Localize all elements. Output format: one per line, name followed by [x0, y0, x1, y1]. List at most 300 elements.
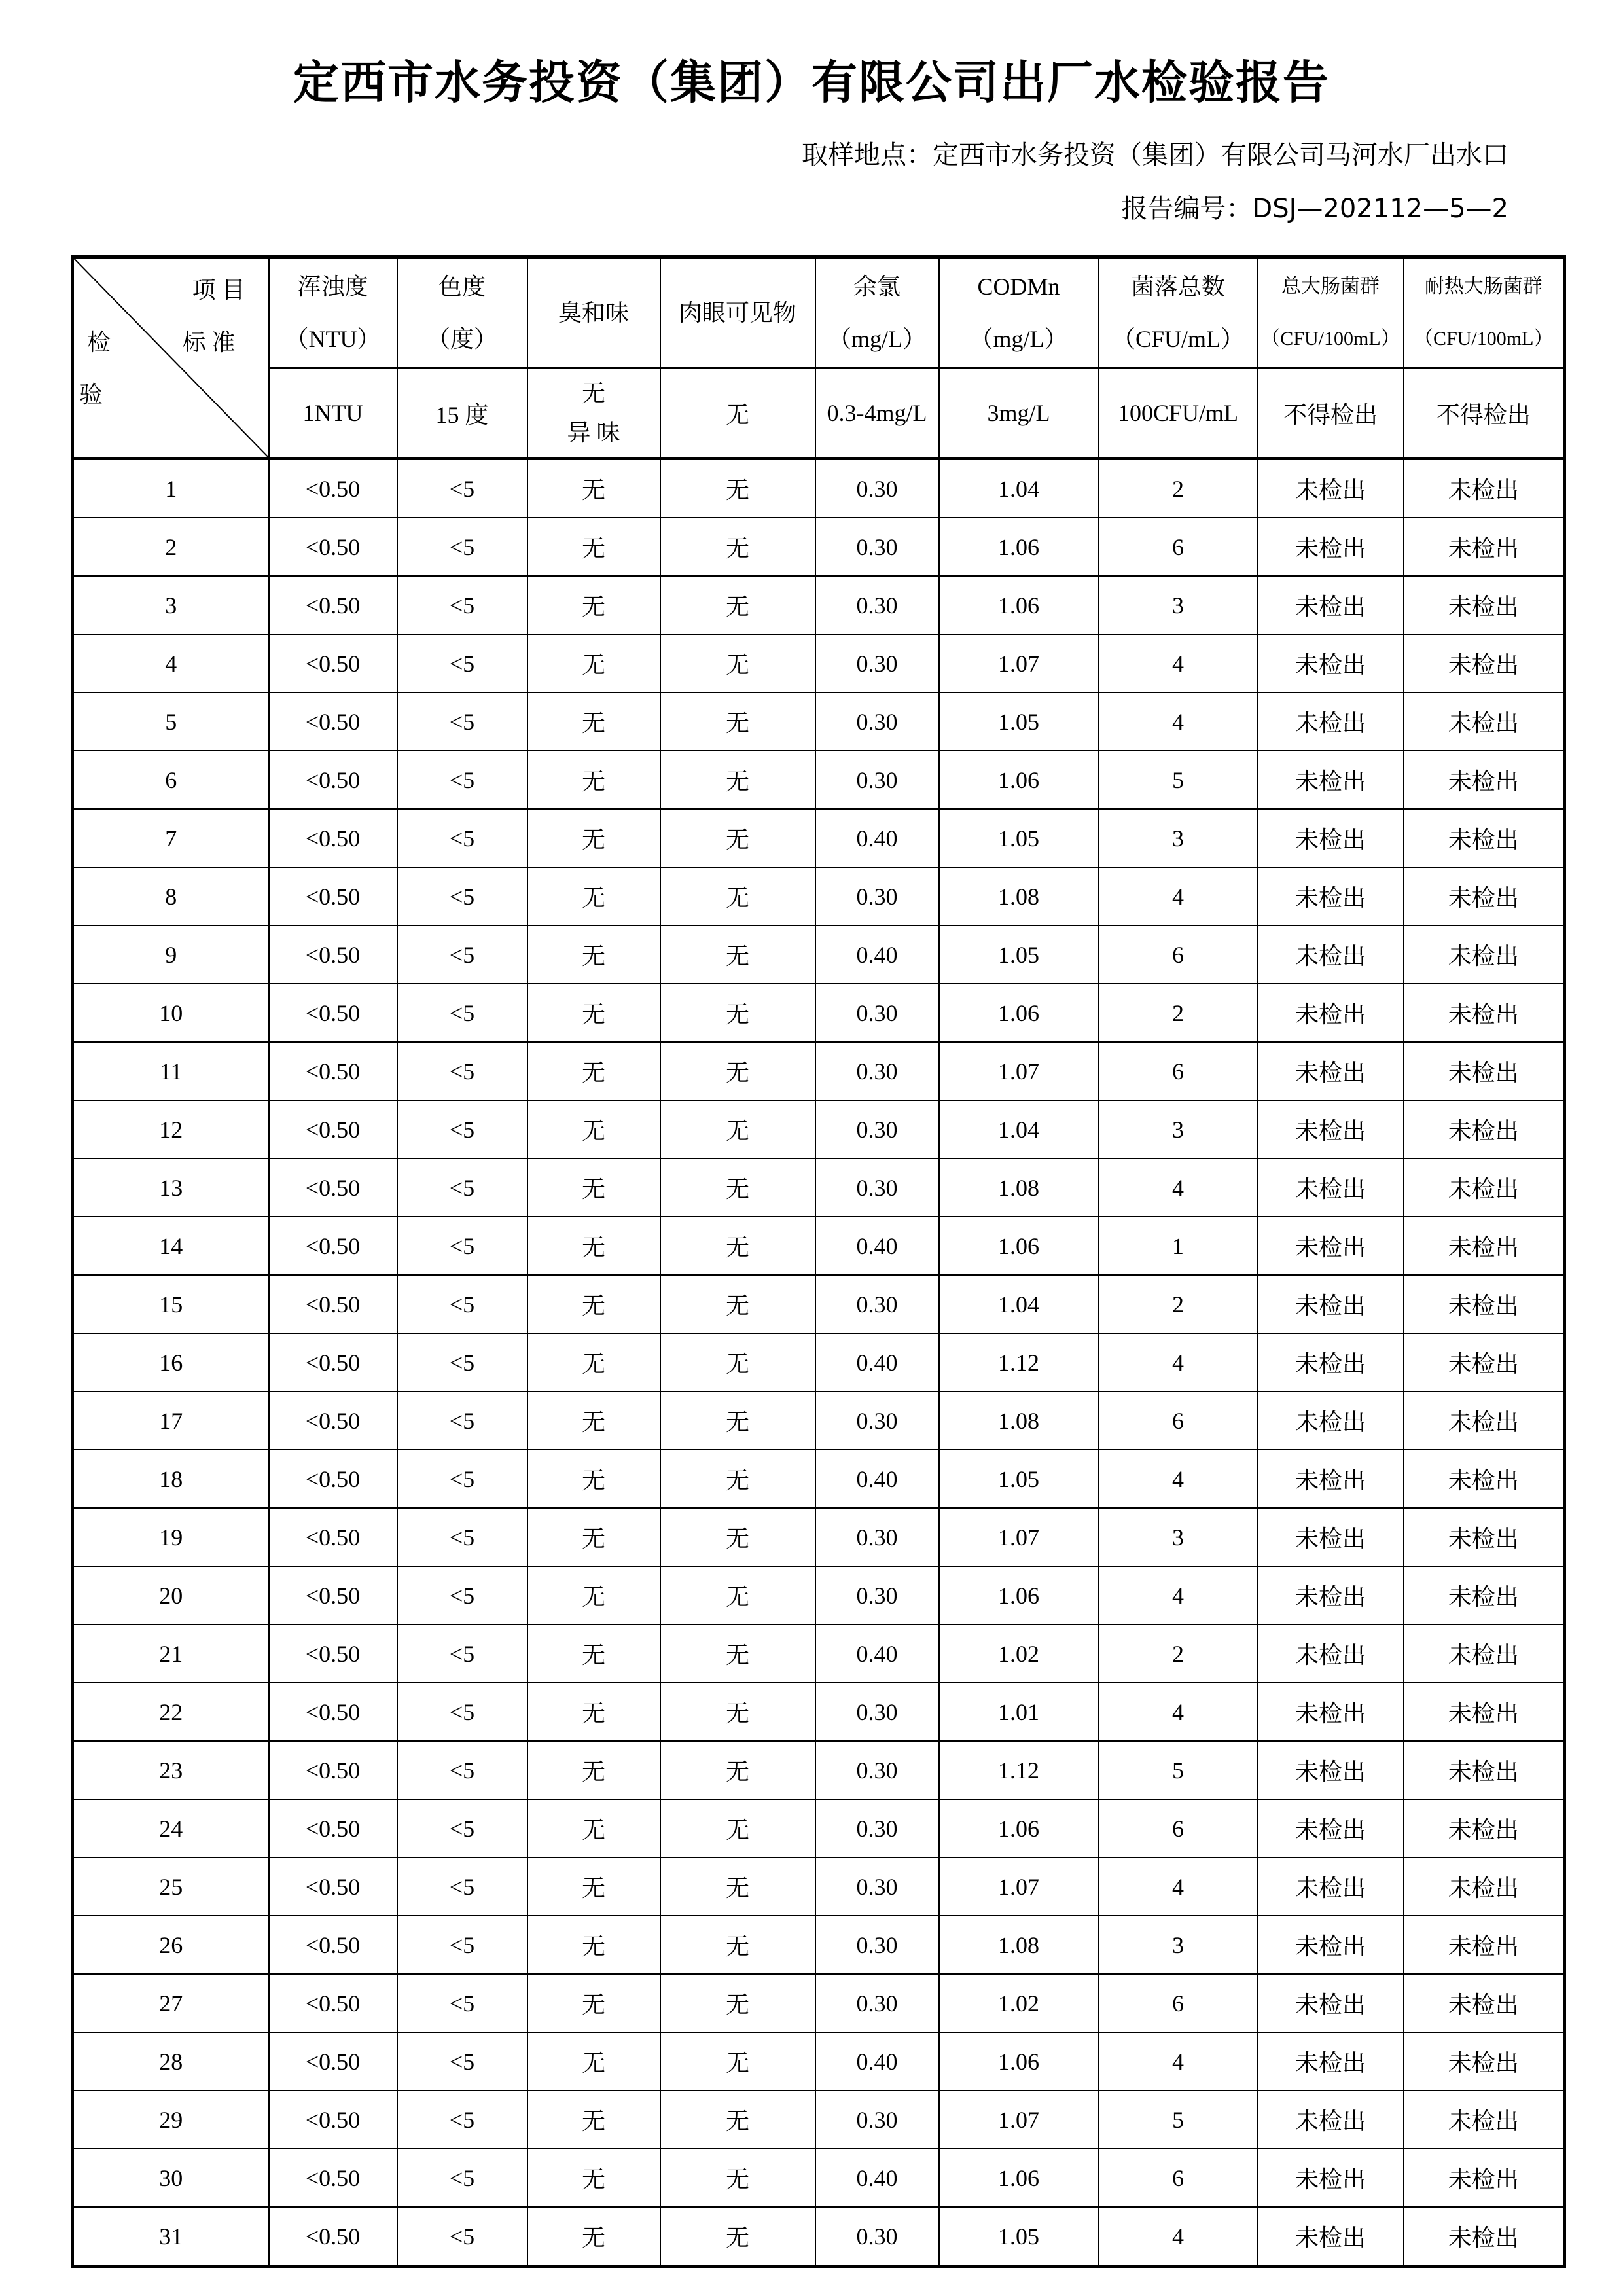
table-cell: 未检出 [1404, 1158, 1565, 1217]
table-cell: 无 [660, 2032, 815, 2090]
table-cell: 5 [1099, 751, 1258, 809]
standard-value: 不得检出 [1283, 401, 1378, 428]
table-cell: 无 [660, 1741, 815, 1799]
table-cell: 4 [1099, 1566, 1258, 1624]
column-unit: （CFU/mL） [1111, 325, 1245, 352]
table-cell: <5 [397, 751, 527, 809]
table-cell: <0.50 [269, 1508, 397, 1566]
table-cell: 无 [527, 1391, 660, 1450]
column-standard [1258, 368, 1404, 459]
table-cell: 0.40 [815, 1624, 939, 1683]
table-cell: 未检出 [1258, 1624, 1404, 1683]
table-cell: <5 [397, 1450, 527, 1508]
sample-number-cell: 27 [73, 1974, 269, 2032]
table-row [73, 1100, 1565, 1158]
sampling-location: 取样地点：定西市水务投资（集团）有限公司马河水厂出水口 [802, 140, 1508, 170]
table-cell: 无 [660, 1100, 815, 1158]
table-cell: 未检出 [1258, 1799, 1404, 1857]
table-cell: <0.50 [269, 576, 397, 634]
sample-number-cell: 28 [73, 2032, 269, 2090]
table-cell: 未检出 [1258, 1100, 1404, 1158]
table-cell: 0.30 [815, 1508, 939, 1566]
table-cell: 0.40 [815, 925, 939, 984]
column-unit: （NTU） [285, 325, 381, 352]
table-cell: 无 [527, 809, 660, 867]
table-cell: 无 [660, 1450, 815, 1508]
table-cell: 无 [660, 1624, 815, 1683]
table-cell: 3 [1099, 1508, 1258, 1566]
column-header [939, 257, 1099, 368]
table-cell: <5 [397, 1741, 527, 1799]
table-cell: 0.30 [815, 1275, 939, 1333]
standard-value: 100CFU/mL [1117, 400, 1239, 426]
table-cell: 未检出 [1258, 634, 1404, 692]
table-cell: 未检出 [1258, 1566, 1404, 1624]
table-cell: 未检出 [1258, 1508, 1404, 1566]
table-cell: 无 [660, 1566, 815, 1624]
table-cell: <0.50 [269, 1450, 397, 1508]
sample-number-cell: 4 [73, 634, 269, 692]
table-cell: 无 [660, 576, 815, 634]
table-cell: <0.50 [269, 1741, 397, 1799]
sample-number-cell: 21 [73, 1624, 269, 1683]
table-cell: 无 [527, 2149, 660, 2207]
table-cell: 未检出 [1404, 1624, 1565, 1683]
table-cell: <0.50 [269, 984, 397, 1042]
table-cell: <5 [397, 1275, 527, 1333]
table-cell: 0.30 [815, 692, 939, 751]
table-cell: 未检出 [1404, 692, 1565, 751]
table-cell: 1.05 [939, 809, 1099, 867]
table-cell: 未检出 [1404, 1683, 1565, 1741]
table-cell: 1.05 [939, 1450, 1099, 1508]
table-cell: 0.40 [815, 1450, 939, 1508]
table-cell: 未检出 [1404, 2090, 1565, 2149]
table-cell: 无 [527, 2207, 660, 2267]
table-cell: 无 [660, 1391, 815, 1450]
corner-standard-label: 标 准 [182, 329, 236, 355]
table-cell: 1.06 [939, 576, 1099, 634]
report-number: 报告编号：DSJ—202112—5—2 [1121, 194, 1508, 224]
table-cell: 3 [1099, 809, 1258, 867]
table-cell: 无 [527, 1333, 660, 1391]
sample-number-cell: 24 [73, 1799, 269, 1857]
table-cell: 1.07 [939, 634, 1099, 692]
column-name: 余氯 [853, 273, 901, 300]
table-row [73, 1857, 1565, 1916]
table-cell: 0.30 [815, 459, 939, 518]
table-cell: 1.05 [939, 692, 1099, 751]
sample-number-cell: 30 [73, 2149, 269, 2207]
column-header [397, 257, 527, 368]
table-cell: <5 [397, 459, 527, 518]
table-cell: 无 [527, 1158, 660, 1217]
table-cell: 1.01 [939, 1683, 1099, 1741]
table-row [73, 1333, 1565, 1391]
table-cell: 未检出 [1258, 1333, 1404, 1391]
table-row [73, 1042, 1565, 1100]
table-row [73, 1974, 1565, 2032]
table-cell: 1.02 [939, 1974, 1099, 2032]
table-cell: 无 [660, 1799, 815, 1857]
table-row [73, 518, 1565, 576]
table-cell: 1.05 [939, 2207, 1099, 2267]
table-cell: 4 [1099, 1450, 1258, 1508]
table-cell: 0.30 [815, 1683, 939, 1741]
table-cell: 2 [1099, 459, 1258, 518]
corner-item-label: 项 目 [192, 277, 245, 303]
table-cell: 0.40 [815, 2032, 939, 2090]
table-cell: 无 [527, 1217, 660, 1275]
sample-number-cell: 12 [73, 1100, 269, 1158]
table-cell: 未检出 [1258, 984, 1404, 1042]
sample-number-cell: 18 [73, 1450, 269, 1508]
table-cell: 0.30 [815, 1799, 939, 1857]
table-cell: 1.07 [939, 1857, 1099, 1916]
table-cell: 1.07 [939, 2090, 1099, 2149]
table-cell: 未检出 [1404, 1508, 1565, 1566]
table-cell: 未检出 [1404, 1100, 1565, 1158]
sample-number-cell: 3 [73, 576, 269, 634]
header-row-standards [73, 368, 1565, 459]
table-row [73, 634, 1565, 692]
table-cell: <5 [397, 1391, 527, 1450]
table-cell: 未检出 [1404, 1916, 1565, 1974]
table-cell: 未检出 [1404, 1450, 1565, 1508]
table-cell: 未检出 [1404, 1333, 1565, 1391]
table-cell: <5 [397, 1508, 527, 1566]
table-cell: <0.50 [269, 1333, 397, 1391]
table-cell: 未检出 [1258, 518, 1404, 576]
table-cell: <0.50 [269, 751, 397, 809]
sample-number-cell: 7 [73, 809, 269, 867]
table-row [73, 459, 1565, 518]
column-standard [660, 368, 815, 459]
sample-number-cell: 20 [73, 1566, 269, 1624]
table-cell: 3 [1099, 576, 1258, 634]
table-cell: <5 [397, 518, 527, 576]
table-cell: 0.30 [815, 984, 939, 1042]
table-cell: 0.30 [815, 1042, 939, 1100]
table-cell: 未检出 [1404, 1799, 1565, 1857]
table-cell: 6 [1099, 1042, 1258, 1100]
column-standard [269, 368, 397, 459]
table-cell: <5 [397, 1799, 527, 1857]
table-cell: 1.06 [939, 2032, 1099, 2090]
column-header [527, 257, 660, 368]
sample-number-cell: 17 [73, 1391, 269, 1450]
table-cell: <0.50 [269, 809, 397, 867]
column-name: 浑浊度 [297, 273, 368, 300]
table-cell: <0.50 [269, 2207, 397, 2267]
sample-number-cell: 2 [73, 518, 269, 576]
column-name: CODMn [977, 273, 1060, 300]
table-cell: <0.50 [269, 1916, 397, 1974]
table-cell: 6 [1099, 925, 1258, 984]
table-cell: 未检出 [1258, 2090, 1404, 2149]
table-cell: 无 [660, 2207, 815, 2267]
table-row [73, 984, 1565, 1042]
table-cell: 无 [660, 984, 815, 1042]
table-cell: 1.04 [939, 1100, 1099, 1158]
table-cell: 0.30 [815, 1741, 939, 1799]
sample-number-cell: 5 [73, 692, 269, 751]
sample-number-cell: 26 [73, 1916, 269, 1974]
table-cell: 1.07 [939, 1042, 1099, 1100]
table-cell: 3 [1099, 1916, 1258, 1974]
table-cell: 无 [527, 925, 660, 984]
table-cell: 无 [660, 459, 815, 518]
table-cell: <0.50 [269, 1217, 397, 1275]
table-cell: 无 [660, 1974, 815, 2032]
column-header [660, 257, 815, 368]
table-cell: 0.30 [815, 867, 939, 925]
table-cell: 无 [660, 1916, 815, 1974]
table-cell: 无 [527, 1916, 660, 1974]
table-cell: <5 [397, 1217, 527, 1275]
table-cell: 未检出 [1258, 809, 1404, 867]
table-cell: 1.06 [939, 984, 1099, 1042]
table-cell: 无 [660, 925, 815, 984]
sample-number-cell: 13 [73, 1158, 269, 1217]
table-cell: 1.06 [939, 1566, 1099, 1624]
table-cell: 未检出 [1258, 1391, 1404, 1450]
table-cell: 无 [527, 1450, 660, 1508]
column-name: 总大肠菌群 [1281, 275, 1380, 297]
table-cell: 未检出 [1404, 1042, 1565, 1100]
table-cell: 未检出 [1404, 518, 1565, 576]
table-cell: 6 [1099, 1391, 1258, 1450]
table-cell: 无 [660, 867, 815, 925]
sample-number-cell: 16 [73, 1333, 269, 1391]
table-cell: 1.08 [939, 867, 1099, 925]
table-cell: 2 [1099, 1624, 1258, 1683]
table-cell: 未检出 [1404, 751, 1565, 809]
column-header [269, 257, 397, 368]
table-row [73, 692, 1565, 751]
table-cell: <0.50 [269, 692, 397, 751]
table-cell: 未检出 [1404, 867, 1565, 925]
table-cell: <5 [397, 1624, 527, 1683]
table-cell: 1.06 [939, 1799, 1099, 1857]
table-cell: 1.08 [939, 1158, 1099, 1217]
table-cell: 3 [1099, 1100, 1258, 1158]
table-cell: 0.40 [815, 2149, 939, 2207]
table-cell: 未检出 [1258, 1275, 1404, 1333]
table-cell: 未检出 [1404, 1275, 1565, 1333]
table-cell: 1.07 [939, 1508, 1099, 1566]
table-cell: <5 [397, 1100, 527, 1158]
table-cell: 无 [527, 2032, 660, 2090]
table-cell: 未检出 [1258, 1450, 1404, 1508]
table-cell: 未检出 [1258, 692, 1404, 751]
table-cell: 4 [1099, 634, 1258, 692]
sample-number-cell: 29 [73, 2090, 269, 2149]
column-name: 色度 [438, 273, 486, 300]
column-unit: （CFU/100mL） [1260, 327, 1400, 350]
table-cell: 4 [1099, 867, 1258, 925]
table-cell: 无 [527, 1100, 660, 1158]
sample-number-cell: 19 [73, 1508, 269, 1566]
table-cell: 0.40 [815, 1333, 939, 1391]
table-cell: 未检出 [1258, 751, 1404, 809]
table-cell: <0.50 [269, 1158, 397, 1217]
table-cell: 无 [527, 576, 660, 634]
table-cell: <5 [397, 1566, 527, 1624]
table-cell: 未检出 [1404, 576, 1565, 634]
table-cell: 无 [527, 1974, 660, 2032]
table-cell: 1.05 [939, 925, 1099, 984]
table-cell: 无 [527, 2090, 660, 2149]
table-cell: <5 [397, 2090, 527, 2149]
table-cell: 0.30 [815, 518, 939, 576]
table-row [73, 867, 1565, 925]
table-cell: 0.30 [815, 1974, 939, 2032]
standard-value: 无 [725, 401, 749, 428]
table-cell: 未检出 [1404, 984, 1565, 1042]
table-cell: 未检出 [1404, 1974, 1565, 2032]
standard-value: 3mg/L [987, 400, 1050, 426]
report-title: 定西市水务投资（集团）有限公司出厂水检验报告 [293, 56, 1330, 109]
table-cell: 1.06 [939, 751, 1099, 809]
table-cell: 4 [1099, 692, 1258, 751]
table-cell: 0.30 [815, 2090, 939, 2149]
table-cell: 无 [527, 1799, 660, 1857]
column-standard [1099, 368, 1258, 459]
table-cell: 2 [1099, 984, 1258, 1042]
table-cell: <5 [397, 634, 527, 692]
table-cell: <5 [397, 2032, 527, 2090]
table-cell: 无 [527, 518, 660, 576]
table-row [73, 1741, 1565, 1799]
table-cell: <0.50 [269, 925, 397, 984]
table-cell: 1.08 [939, 1916, 1099, 1974]
table-cell: 无 [660, 634, 815, 692]
corner-check-label-1: 检 [87, 329, 111, 355]
table-cell: 无 [660, 1333, 815, 1391]
standard-value: 不得检出 [1436, 401, 1531, 428]
table-cell: 1.12 [939, 1333, 1099, 1391]
table-row [73, 1566, 1565, 1624]
table-row [73, 1624, 1565, 1683]
table-cell: 未检出 [1258, 2207, 1404, 2267]
table-cell: 5 [1099, 1741, 1258, 1799]
table-cell: 未检出 [1258, 1857, 1404, 1916]
table-row [73, 1799, 1565, 1857]
table-cell: 无 [527, 1683, 660, 1741]
table-cell: 无 [660, 1042, 815, 1100]
table-cell: 6 [1099, 1974, 1258, 2032]
table-cell: 未检出 [1404, 1217, 1565, 1275]
table-cell: 无 [527, 1042, 660, 1100]
table-cell: <0.50 [269, 2032, 397, 2090]
table-cell: 无 [660, 1683, 815, 1741]
table-row [73, 925, 1565, 984]
table-cell: <0.50 [269, 1100, 397, 1158]
sample-number-cell: 1 [73, 459, 269, 518]
column-standard [397, 368, 527, 459]
table-cell: 未检出 [1404, 2032, 1565, 2090]
table-cell: <5 [397, 1974, 527, 2032]
column-header [1258, 257, 1404, 368]
sample-number-cell: 10 [73, 984, 269, 1042]
table-cell: 4 [1099, 2032, 1258, 2090]
sample-number-cell: 6 [73, 751, 269, 809]
table-cell: <5 [397, 2207, 527, 2267]
table-cell: 未检出 [1258, 2032, 1404, 2090]
table-cell: 无 [527, 1857, 660, 1916]
sample-number-cell: 25 [73, 1857, 269, 1916]
table-cell: <0.50 [269, 1799, 397, 1857]
table-row [73, 751, 1565, 809]
table-cell: 未检出 [1258, 1916, 1404, 1974]
corner-check-label-2: 验 [79, 382, 103, 408]
table-cell: 无 [660, 1508, 815, 1566]
table-row [73, 2032, 1565, 2090]
table-row [73, 809, 1565, 867]
table-cell: 无 [660, 1158, 815, 1217]
table-cell: 0.30 [815, 1857, 939, 1916]
table-cell: 无 [660, 692, 815, 751]
table-cell: <0.50 [269, 1683, 397, 1741]
table-cell: <5 [397, 1683, 527, 1741]
table-cell: 未检出 [1404, 2207, 1565, 2267]
column-standard [527, 368, 660, 459]
table-cell: 无 [527, 1741, 660, 1799]
table-cell: 无 [660, 2090, 815, 2149]
inspection-table [71, 255, 1566, 2268]
table-cell: 未检出 [1258, 1683, 1404, 1741]
column-header [1404, 257, 1565, 368]
table-cell: <0.50 [269, 1974, 397, 2032]
table-cell: 无 [660, 518, 815, 576]
table-row [73, 1450, 1565, 1508]
table-cell: 无 [660, 2149, 815, 2207]
table-cell: <0.50 [269, 2149, 397, 2207]
table-cell: 1.06 [939, 518, 1099, 576]
column-name: 菌落总数 [1130, 273, 1225, 300]
table-cell: 未检出 [1258, 925, 1404, 984]
table-cell: <0.50 [269, 1624, 397, 1683]
table-cell: 无 [527, 1624, 660, 1683]
table-cell: 1 [1099, 1217, 1258, 1275]
column-standard [1404, 368, 1565, 459]
table-cell: 0.30 [815, 751, 939, 809]
table-cell: 4 [1099, 2207, 1258, 2267]
table-cell: 无 [660, 1857, 815, 1916]
table-cell: 未检出 [1404, 925, 1565, 984]
table-cell: 1.02 [939, 1624, 1099, 1683]
table-cell: 未检出 [1258, 459, 1404, 518]
sample-number-cell: 11 [73, 1042, 269, 1100]
table-cell: <0.50 [269, 1566, 397, 1624]
table-row [73, 576, 1565, 634]
table-cell: 无 [527, 459, 660, 518]
table-cell: 1.08 [939, 1391, 1099, 1450]
table-cell: <0.50 [269, 1042, 397, 1100]
table-cell: 5 [1099, 2090, 1258, 2149]
standard-value: 1NTU [302, 400, 363, 426]
table-cell: <0.50 [269, 1275, 397, 1333]
table-row [73, 1217, 1565, 1275]
column-unit: （度） [426, 325, 497, 352]
table-cell: <0.50 [269, 867, 397, 925]
table-row [73, 1158, 1565, 1217]
table-cell: 4 [1099, 1683, 1258, 1741]
table-cell: 无 [660, 1275, 815, 1333]
table-cell: 4 [1099, 1158, 1258, 1217]
table-cell: 0.40 [815, 809, 939, 867]
